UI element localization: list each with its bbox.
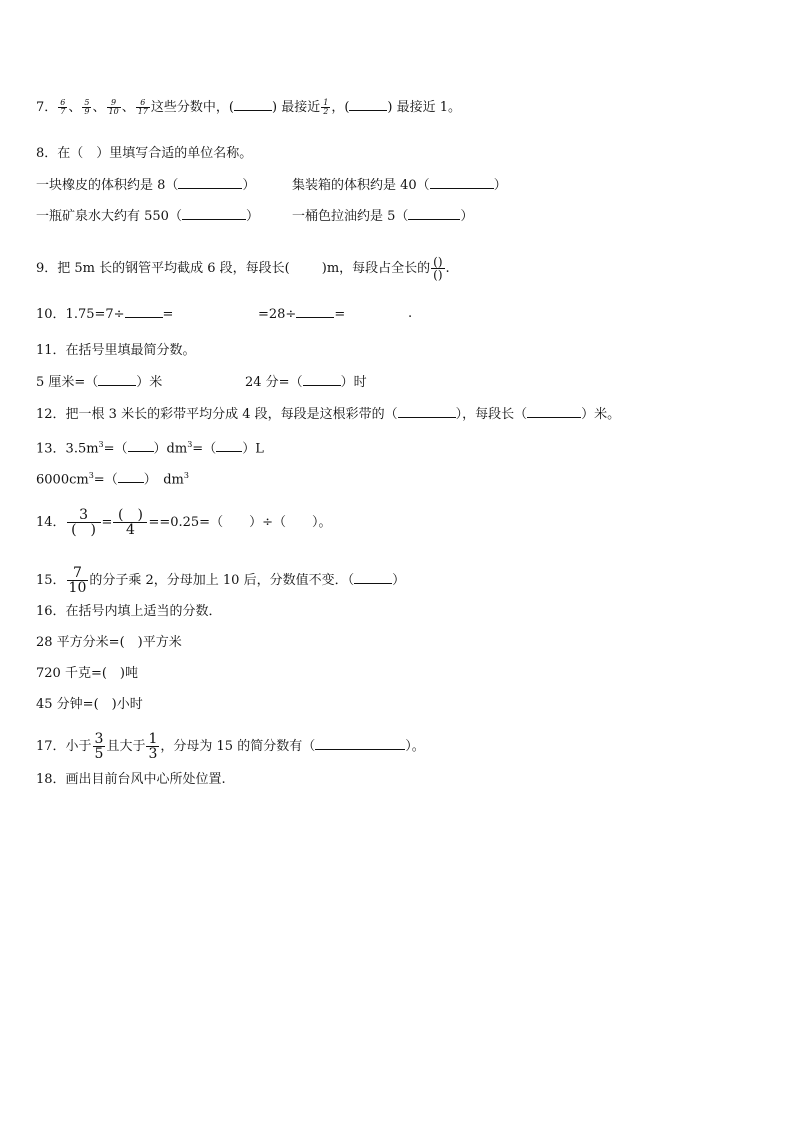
- question-15: 15． $\frac{7}{10}$ 的分子乘 2，分母加上 10 后，分数值不变．（ ）: [36, 565, 406, 596]
- answer-blank[interactable]: [118, 471, 144, 483]
- question-16-a: 28 平方分米=( )平方米: [36, 635, 182, 650]
- question-11-a: 5 厘米=（ ）米: [36, 375, 163, 390]
- answer-blank[interactable]: [128, 440, 154, 452]
- fraction: $\frac{7}{10}$: [68, 565, 87, 596]
- question-16-title: 16．在括号内填上适当的分数．: [36, 604, 222, 619]
- question-10-end: .: [408, 306, 413, 321]
- question-7: 7． $\frac{6}{7}$ 、 $\frac{5}{9}$ 、 $\frac{9}{10}$ 、 $\frac{6}{17}$ 这些分数中，( ) 最接近 $\frac{1}{2}$ ，( ) 最接近 1。: [36, 98, 462, 116]
- answer-blank[interactable]: [296, 306, 334, 318]
- question-number: 7．: [36, 100, 58, 115]
- question-11-title: 11．在括号里填最简分数。: [36, 343, 196, 358]
- answer-blank[interactable]: [349, 99, 387, 111]
- question-11-b: 24 分=（ ）时: [245, 375, 367, 390]
- fraction: $\frac{5}{9}$: [84, 98, 90, 116]
- answer-blank[interactable]: [234, 99, 272, 111]
- question-8-c: 一瓶矿泉水大约有 550（ ）: [36, 209, 259, 224]
- fraction: $\frac{3}{5}$: [94, 731, 104, 762]
- question-16-b: 720 千克=( )吨: [36, 666, 138, 681]
- question-16-c: 45 分钟=( )小时: [36, 697, 143, 712]
- fraction: $\frac{6}{7}$: [60, 98, 66, 116]
- question-8-a: 一块橡皮的体积约是 8（ ）: [36, 178, 256, 193]
- question-8-title: 8．在（ ）里填写合适的单位名称。: [36, 146, 253, 161]
- answer-blank[interactable]: [430, 177, 494, 189]
- question-13: 13．$3.5m^3=$（ ）$dm^3=$（ ）L: [36, 440, 264, 457]
- fraction: $\frac{9}{10}$: [108, 98, 119, 116]
- answer-blank[interactable]: [527, 406, 581, 418]
- question-8-b: 集装箱的体积约是 40（ ）: [292, 178, 507, 193]
- answer-blank[interactable]: [216, 440, 242, 452]
- fraction: $\frac{1}{3}$: [148, 731, 158, 762]
- answer-blank[interactable]: [303, 374, 341, 386]
- question-8-d: 一桶色拉油约是 5（ ）: [292, 209, 474, 224]
- question-12: 12．把一根 3 米长的彩带平均分成 4 段，每段是这根彩带的（ ），每段长（ ）米。: [36, 407, 621, 422]
- answer-blank[interactable]: [125, 306, 163, 318]
- answer-blank[interactable]: [398, 406, 456, 418]
- fraction-blank[interactable]: $\frac{()}{()}$: [433, 255, 443, 282]
- fraction: $\frac{6}{17}$: [137, 98, 148, 116]
- answer-blank[interactable]: [178, 177, 242, 189]
- question-14: 14． $\frac{3}{( )}$ = $\frac{( )}{4}$ ==0.25=（ ）÷（ ）。: [36, 507, 332, 538]
- fraction: $\frac{3}{( )}$: [67, 508, 101, 537]
- question-18: 18．画出目前台风中心所处位置.: [36, 772, 226, 787]
- answer-blank[interactable]: [354, 572, 392, 584]
- answer-blank[interactable]: [408, 208, 460, 220]
- question-13-line2: $6000cm^3=$（ ） $dm^3$: [36, 471, 189, 488]
- answer-blank[interactable]: [315, 738, 405, 750]
- answer-blank[interactable]: [182, 208, 246, 220]
- question-9: 9．把 5m 长的钢管平均截成 6 段，每段长( )m，每段占全长的 $\frac{()}{()}$ .: [36, 255, 450, 282]
- fraction: $\frac{( )}{4}$: [113, 508, 147, 537]
- answer-blank[interactable]: [98, 374, 136, 386]
- question-17: 17．小于 $\frac{3}{5}$ 且大于 $\frac{1}{3}$ ，分母为 15 的简分数有（ ）。: [36, 731, 425, 762]
- question-10: 10．1.75=7÷ =: [36, 307, 174, 322]
- question-10-part2: =28÷ =: [258, 307, 346, 322]
- fraction-half: $\frac{1}{2}$: [323, 98, 329, 116]
